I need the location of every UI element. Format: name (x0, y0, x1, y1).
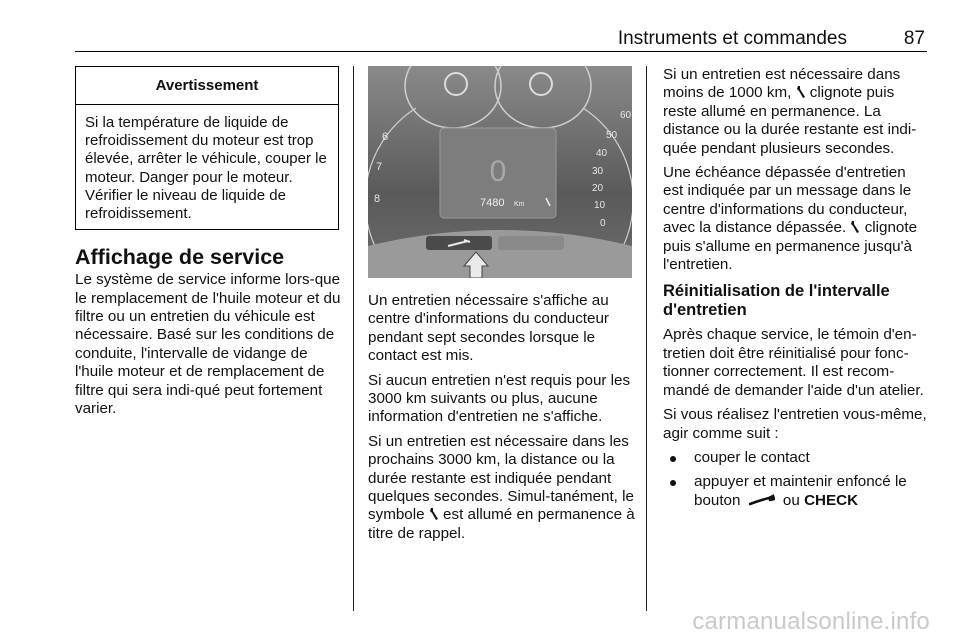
middle-paragraph-3-start: Si un entretien est nécessaire dans les prochains 3000 km, la distance ou la durée restante est indiquée pendant quelques secondes. Simul-tanément, le symbole (368, 432, 634, 524)
wrench-icon (850, 220, 860, 234)
list-item-text: appuyer et maintenir enfoncé le bouton (694, 473, 907, 509)
wrench-icon (796, 85, 806, 99)
display-odometer-unit: Km (514, 201, 525, 208)
rpm-mark-6: 6 (382, 131, 389, 143)
instrument-cluster-illustration (368, 66, 632, 278)
middle-paragraph-1: Un entretien nécessaire s'affiche au centre d'informations du conducteur pendant sept secondes lorsque le contact est mis. (368, 292, 609, 365)
rpm-mark-8: 8 (374, 193, 381, 205)
steps-list (663, 449, 929, 510)
warning-body: Si la température de liquide de refroidissement du moteur est trop élevée, arrêter le véhicule, couper le moteur. Danger pour le moteur. Vérifier le niveau de liquide de refroidissement. (85, 114, 327, 223)
warning-box (75, 66, 339, 230)
middle-paragraph-3 (368, 433, 636, 543)
speed-mark-10: 10 (594, 200, 606, 211)
right-paragraph-2-start: Une échéance dépassée d'entretien est indiquée par un message dans le centre d'informations du conducteur, avec la distance dépassée. (663, 164, 912, 237)
middle-column (368, 66, 636, 549)
display-odometer: 7480 (480, 197, 505, 209)
middle-paragraph-3-end: est allumé en permanence à titre de rappel. (368, 506, 635, 542)
right-paragraph-4: Si vous réalisez l'entretien vous-même, agir comme suit : (663, 406, 927, 442)
left-column (75, 66, 343, 424)
right-column (663, 66, 929, 516)
right-paragraph-3: Après chaque service, le témoin d'en-tretien doit être réinitialisé pour fonc-tionner correctement. Il est recom-mandé de demander l'aide d'un atelier. (663, 326, 924, 399)
right-paragraph-1 (663, 66, 929, 158)
column-divider-1 (353, 66, 354, 611)
speed-mark-40: 40 (596, 148, 608, 159)
page-header (75, 26, 927, 52)
check-button (498, 236, 564, 250)
instrument-cluster-figure (368, 66, 632, 278)
list-item-or: ou (782, 491, 800, 509)
service-key-icon (749, 494, 775, 506)
middle-paragraph-2: Si aucun entretien n'est requis pour les 3000 km suivants ou plus, aucune information d'entretien ne s'affiche. (368, 371, 631, 426)
column-divider-2 (646, 66, 647, 611)
bullet-dot (670, 480, 676, 486)
watermark: carmanualsonline.info (692, 608, 930, 635)
warning-title: Avertissement (76, 67, 338, 105)
section-intro: Le système de service informe lors-que le remplacement de l'huile moteur et du filtre ou un entretien du véhicule est nécessaire. Basé sur les conditions de conduite, l'intervalle de vidange de l'huile moteur et de remplacement de filtre qui sera indi-qué peut fortement varier. (75, 271, 341, 418)
page-title: Instruments et commandes (617, 28, 847, 49)
bullet-dot (670, 456, 676, 462)
right-paragraph-2-end: clignote puis s'allume en permanence jusqu'à l'entretien. (663, 219, 918, 274)
display-speed: 0 (489, 155, 507, 188)
right-paragraph-1-start: Si un entretien est nécessaire dans moins de 1000 km, (663, 66, 901, 102)
section-title: Affichage de service (75, 245, 285, 270)
page-number: 87 (903, 28, 925, 49)
speed-mark-30: 30 (592, 166, 604, 177)
rpm-mark-7: 7 (376, 161, 383, 173)
list-item (663, 449, 929, 467)
speed-mark-0: 0 (600, 218, 606, 229)
list-item-text: couper le contact (694, 448, 810, 466)
speed-mark-60: 60 (620, 110, 632, 121)
right-paragraph-1-end: clignote puis reste allumé en permanence. La distance ou la durée restante est indi-quée pendant plusieurs secondes. (663, 84, 917, 157)
speed-mark-20: 20 (592, 183, 604, 194)
list-item (663, 473, 929, 510)
speed-mark-50: 50 (606, 130, 618, 141)
right-paragraph-2 (663, 164, 929, 274)
subsection-title: Réinitialisation de l'intervalle d'entretien (663, 282, 890, 320)
wrench-icon (429, 507, 439, 521)
check-button-label: CHECK (804, 491, 859, 509)
